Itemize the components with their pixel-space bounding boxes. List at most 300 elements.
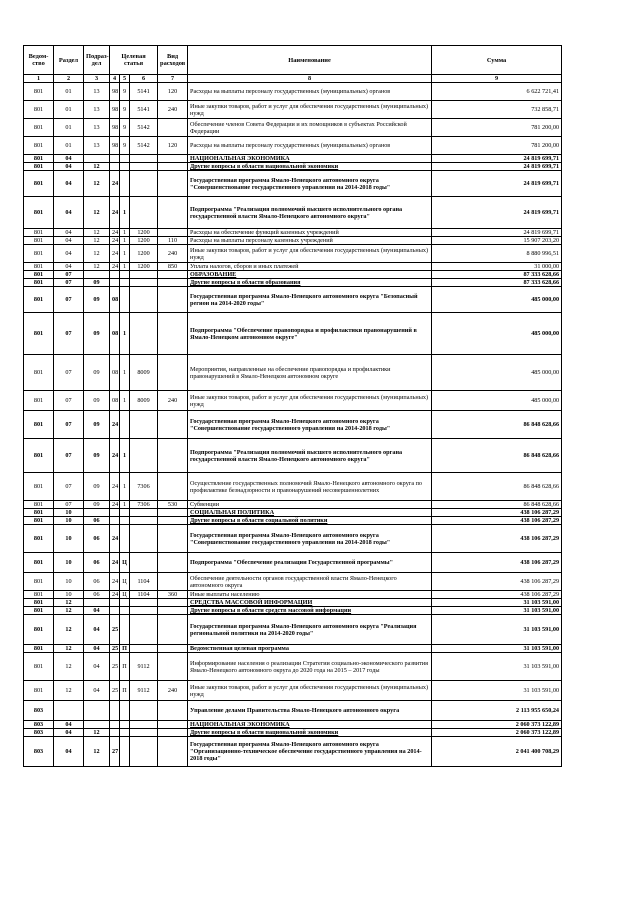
subsection-code: 13 bbox=[84, 101, 110, 119]
article-code: 8009 bbox=[130, 391, 158, 411]
item-sum: 24 819 699,71 bbox=[432, 197, 562, 229]
program-code bbox=[110, 279, 120, 287]
section-code: 07 bbox=[54, 313, 84, 355]
item-sum: 485 000,00 bbox=[432, 313, 562, 355]
table-row bbox=[24, 729, 562, 737]
table-row bbox=[24, 197, 562, 229]
article-code: 5142 bbox=[130, 119, 158, 137]
department-code: 801 bbox=[24, 599, 54, 607]
article-code bbox=[130, 729, 158, 737]
program-code: 24 bbox=[110, 237, 120, 245]
department-code: 801 bbox=[24, 245, 54, 263]
subprogram-code bbox=[120, 737, 130, 767]
item-sum: 2 113 955 650,24 bbox=[432, 701, 562, 721]
section-code: 07 bbox=[54, 271, 84, 279]
table-row bbox=[24, 645, 562, 653]
program-code bbox=[110, 701, 120, 721]
section-code: 07 bbox=[54, 391, 84, 411]
expense-type-code bbox=[158, 721, 188, 729]
article-code: 9112 bbox=[130, 681, 158, 701]
subsection-code: 12 bbox=[84, 171, 110, 197]
item-name: Обеспечение членов Совета Федерации и их помощников в субъектах Российской Федерации bbox=[188, 119, 432, 137]
subprogram-code: 1 bbox=[120, 501, 130, 509]
subsection-code: 12 bbox=[84, 245, 110, 263]
item-name: Другие вопросы в области социальной политики bbox=[188, 517, 432, 525]
item-sum: 24 819 699,71 bbox=[432, 171, 562, 197]
subsection-code: 04 bbox=[84, 681, 110, 701]
section-code: 07 bbox=[54, 355, 84, 391]
subsection-code bbox=[84, 509, 110, 517]
department-code: 803 bbox=[24, 737, 54, 767]
program-code bbox=[110, 509, 120, 517]
program-code: 25 bbox=[110, 681, 120, 701]
subsection-code: 12 bbox=[84, 737, 110, 767]
department-code: 801 bbox=[24, 573, 54, 591]
department-code: 801 bbox=[24, 155, 54, 163]
section-code: 10 bbox=[54, 525, 84, 553]
item-name: СРЕДСТВА МАССОВОЙ ИНФОРМАЦИИ bbox=[188, 599, 432, 607]
item-name: Иные закупки товаров, работ и услуг для обеспечения государственных (муниципальных) нужд bbox=[188, 101, 432, 119]
expense-type-code: 240 bbox=[158, 101, 188, 119]
item-name: Уплата налогов, сборов и иных платежей bbox=[188, 263, 432, 271]
header-subsection: Подраз-дел bbox=[84, 46, 110, 75]
item-name: Государственная программа Ямало-Ненецкого автономного округа "Организационно-техническое обеспечение государственного управления на 2014-2018 годы" bbox=[188, 737, 432, 767]
item-sum: 781 200,00 bbox=[432, 119, 562, 137]
program-code: 98 bbox=[110, 101, 120, 119]
subprogram-code: 1 bbox=[120, 355, 130, 391]
expense-type-code bbox=[158, 473, 188, 501]
subprogram-code: 1 bbox=[120, 237, 130, 245]
subprogram-code bbox=[120, 721, 130, 729]
department-code: 801 bbox=[24, 615, 54, 645]
table-row bbox=[24, 83, 562, 101]
table-row bbox=[24, 591, 562, 599]
expense-type-code bbox=[158, 313, 188, 355]
item-name: Подпрограмма "Обеспечение реализации Государственной программы" bbox=[188, 553, 432, 573]
section-code: 07 bbox=[54, 439, 84, 473]
program-code: 24 bbox=[110, 439, 120, 473]
department-code: 801 bbox=[24, 237, 54, 245]
table-row bbox=[24, 501, 562, 509]
table-body bbox=[24, 83, 562, 767]
subsection-code: 04 bbox=[84, 645, 110, 653]
department-code: 801 bbox=[24, 197, 54, 229]
table-row bbox=[24, 279, 562, 287]
section-code bbox=[54, 701, 84, 721]
article-code: 5141 bbox=[130, 83, 158, 101]
item-sum: 86 848 628,66 bbox=[432, 501, 562, 509]
table-row bbox=[24, 517, 562, 525]
subprogram-code: 1 bbox=[120, 197, 130, 229]
item-name: Государственная программа Ямало-Ненецкого автономного округа "Совершенствование государственного управления на 2014-2018 годы" bbox=[188, 411, 432, 439]
item-sum: 438 106 287,29 bbox=[432, 509, 562, 517]
column-number: 3 bbox=[84, 75, 110, 83]
subprogram-code bbox=[120, 525, 130, 553]
department-code: 801 bbox=[24, 83, 54, 101]
item-sum: 485 000,00 bbox=[432, 355, 562, 391]
department-code: 801 bbox=[24, 501, 54, 509]
program-code: 25 bbox=[110, 653, 120, 681]
subprogram-code bbox=[120, 155, 130, 163]
subsection-code: 06 bbox=[84, 573, 110, 591]
department-code: 801 bbox=[24, 119, 54, 137]
subsection-code: 09 bbox=[84, 391, 110, 411]
expense-type-code bbox=[158, 163, 188, 171]
item-name: Осуществление государственных полномочий Ямало-Ненецкого автономного округа по профилактике безнадзорности и правонарушений несовершеннолетних bbox=[188, 473, 432, 501]
program-code: 08 bbox=[110, 355, 120, 391]
program-code bbox=[110, 599, 120, 607]
subprogram-code: 1 bbox=[120, 439, 130, 473]
subprogram-code: Ц bbox=[120, 573, 130, 591]
subsection-code: 09 bbox=[84, 313, 110, 355]
subprogram-code: 1 bbox=[120, 391, 130, 411]
table-row bbox=[24, 155, 562, 163]
item-name: Государственная программа Ямало-Ненецкого автономного округа "Реализация региональной политики на 2014-2020 годы" bbox=[188, 615, 432, 645]
expense-type-code bbox=[158, 737, 188, 767]
article-code bbox=[130, 271, 158, 279]
section-code: 12 bbox=[54, 653, 84, 681]
subsection-code: 13 bbox=[84, 137, 110, 155]
department-code: 801 bbox=[24, 411, 54, 439]
item-name: Управление делами Правительства Ямало-Ненецкого автономного округа bbox=[188, 701, 432, 721]
program-code: 98 bbox=[110, 119, 120, 137]
section-code: 04 bbox=[54, 721, 84, 729]
expense-type-code bbox=[158, 197, 188, 229]
table-row bbox=[24, 681, 562, 701]
table-row bbox=[24, 137, 562, 155]
table-row bbox=[24, 163, 562, 171]
expense-type-code bbox=[158, 573, 188, 591]
program-code: 08 bbox=[110, 391, 120, 411]
expense-type-code: 530 bbox=[158, 501, 188, 509]
department-code: 801 bbox=[24, 101, 54, 119]
subprogram-code: 1 bbox=[120, 473, 130, 501]
department-code: 801 bbox=[24, 509, 54, 517]
department-code: 801 bbox=[24, 473, 54, 501]
program-code: 24 bbox=[110, 171, 120, 197]
subprogram-code bbox=[120, 271, 130, 279]
table-row bbox=[24, 313, 562, 355]
expense-type-code: 120 bbox=[158, 137, 188, 155]
section-code: 04 bbox=[54, 263, 84, 271]
subsection-code: 09 bbox=[84, 287, 110, 313]
item-name: Информирование населения о реализации Стратегии социально-экономического развития Ямало-Ненецкого автономного округа до 2020 года на 2015 – 2017 годы bbox=[188, 653, 432, 681]
program-code: 24 bbox=[110, 573, 120, 591]
article-code: 1200 bbox=[130, 237, 158, 245]
subprogram-code bbox=[120, 615, 130, 645]
subprogram-code bbox=[120, 729, 130, 737]
article-code: 7306 bbox=[130, 473, 158, 501]
section-code: 04 bbox=[54, 171, 84, 197]
item-name: Иные закупки товаров, работ и услуг для обеспечения государственных (муниципальных) нужд bbox=[188, 681, 432, 701]
table-row bbox=[24, 599, 562, 607]
table-row bbox=[24, 737, 562, 767]
table-row bbox=[24, 607, 562, 615]
expense-type-code bbox=[158, 509, 188, 517]
budget-table bbox=[23, 45, 562, 767]
program-code: 24 bbox=[110, 263, 120, 271]
item-sum: 31 103 591,00 bbox=[432, 599, 562, 607]
expense-type-code: 240 bbox=[158, 391, 188, 411]
program-code: 24 bbox=[110, 411, 120, 439]
item-sum: 438 106 287,29 bbox=[432, 573, 562, 591]
item-name: Другие вопросы в области национальной экономики bbox=[188, 729, 432, 737]
section-code: 04 bbox=[54, 237, 84, 245]
article-code bbox=[130, 525, 158, 553]
expense-type-code bbox=[158, 119, 188, 137]
article-code bbox=[130, 163, 158, 171]
article-code bbox=[130, 553, 158, 573]
table-row bbox=[24, 287, 562, 313]
expense-type-code bbox=[158, 171, 188, 197]
department-code: 801 bbox=[24, 355, 54, 391]
item-name: Ведомственная целевая программа bbox=[188, 645, 432, 653]
expense-type-code: 360 bbox=[158, 591, 188, 599]
subprogram-code: 1 bbox=[120, 245, 130, 263]
subprogram-code bbox=[120, 517, 130, 525]
article-code bbox=[130, 287, 158, 313]
table-row bbox=[24, 355, 562, 391]
subsection-code bbox=[84, 599, 110, 607]
table-row bbox=[24, 391, 562, 411]
article-code bbox=[130, 155, 158, 163]
subsection-code: 09 bbox=[84, 355, 110, 391]
section-code: 10 bbox=[54, 553, 84, 573]
expense-type-code bbox=[158, 279, 188, 287]
subprogram-code: 1 bbox=[120, 313, 130, 355]
section-code: 07 bbox=[54, 473, 84, 501]
program-code: 24 bbox=[110, 473, 120, 501]
section-code: 07 bbox=[54, 287, 84, 313]
header-row bbox=[24, 46, 562, 75]
item-name: Иные закупки товаров, работ и услуг для обеспечения государственных (муниципальных) нужд bbox=[188, 391, 432, 411]
section-code: 01 bbox=[54, 101, 84, 119]
section-code: 12 bbox=[54, 599, 84, 607]
header-section: Раздел bbox=[54, 46, 84, 75]
article-code: 1200 bbox=[130, 263, 158, 271]
subsection-code: 04 bbox=[84, 615, 110, 645]
section-code: 04 bbox=[54, 737, 84, 767]
expense-type-code bbox=[158, 155, 188, 163]
department-code: 801 bbox=[24, 653, 54, 681]
expense-type-code bbox=[158, 411, 188, 439]
section-code: 01 bbox=[54, 83, 84, 101]
item-sum: 31 103 591,00 bbox=[432, 615, 562, 645]
column-number-row bbox=[24, 75, 562, 83]
table-row bbox=[24, 171, 562, 197]
item-name: Субвенции bbox=[188, 501, 432, 509]
section-code: 04 bbox=[54, 163, 84, 171]
expense-type-code bbox=[158, 287, 188, 313]
section-code: 01 bbox=[54, 137, 84, 155]
section-code: 10 bbox=[54, 509, 84, 517]
table-row bbox=[24, 509, 562, 517]
item-sum: 438 106 287,29 bbox=[432, 591, 562, 599]
section-code: 04 bbox=[54, 729, 84, 737]
column-number: 9 bbox=[432, 75, 562, 83]
item-sum: 87 333 628,66 bbox=[432, 271, 562, 279]
item-sum: 24 819 699,71 bbox=[432, 155, 562, 163]
section-code: 04 bbox=[54, 155, 84, 163]
article-code bbox=[130, 607, 158, 615]
article-code bbox=[130, 171, 158, 197]
item-name: Иные закупки товаров, работ и услуг для обеспечения государственных (муниципальных) нужд bbox=[188, 245, 432, 263]
item-sum: 6 622 721,41 bbox=[432, 83, 562, 101]
subprogram-code: П bbox=[120, 653, 130, 681]
expense-type-code bbox=[158, 439, 188, 473]
item-sum: 781 200,00 bbox=[432, 137, 562, 155]
program-code: 24 bbox=[110, 525, 120, 553]
program-code: 08 bbox=[110, 313, 120, 355]
article-code bbox=[130, 645, 158, 653]
article-code bbox=[130, 517, 158, 525]
department-code: 801 bbox=[24, 517, 54, 525]
article-code bbox=[130, 509, 158, 517]
expense-type-code: 240 bbox=[158, 681, 188, 701]
article-code bbox=[130, 737, 158, 767]
department-code: 801 bbox=[24, 137, 54, 155]
article-code bbox=[130, 279, 158, 287]
table-row bbox=[24, 615, 562, 645]
subsection-code: 09 bbox=[84, 473, 110, 501]
department-code: 803 bbox=[24, 721, 54, 729]
item-sum: 87 333 628,66 bbox=[432, 279, 562, 287]
program-code: 08 bbox=[110, 287, 120, 313]
table-row bbox=[24, 525, 562, 553]
item-name: Расходы на выплаты персоналу казенных учреждений bbox=[188, 237, 432, 245]
subsection-code: 09 bbox=[84, 279, 110, 287]
department-code: 801 bbox=[24, 591, 54, 599]
item-name: НАЦИОНАЛЬНАЯ ЭКОНОМИКА bbox=[188, 155, 432, 163]
subsection-code: 09 bbox=[84, 439, 110, 473]
article-code bbox=[130, 313, 158, 355]
subsection-code: 09 bbox=[84, 501, 110, 509]
article-code bbox=[130, 599, 158, 607]
expense-type-code bbox=[158, 553, 188, 573]
subsection-code: 06 bbox=[84, 517, 110, 525]
item-name: Расходы на обеспечение функций казенных учреждений bbox=[188, 229, 432, 237]
subsection-code: 09 bbox=[84, 411, 110, 439]
column-number: 1 bbox=[24, 75, 54, 83]
article-code bbox=[130, 197, 158, 229]
header-sum: Сумма bbox=[432, 46, 562, 75]
department-code: 801 bbox=[24, 313, 54, 355]
subsection-code bbox=[84, 721, 110, 729]
subprogram-code: 9 bbox=[120, 137, 130, 155]
department-code: 801 bbox=[24, 271, 54, 279]
section-code: 12 bbox=[54, 645, 84, 653]
subsection-code: 04 bbox=[84, 607, 110, 615]
subprogram-code: П bbox=[120, 681, 130, 701]
program-code bbox=[110, 607, 120, 615]
item-sum: 86 848 628,66 bbox=[432, 473, 562, 501]
subprogram-code bbox=[120, 599, 130, 607]
item-name: Государственная программа Ямало-Ненецкого автономного округа "Совершенствование государственного управления на 2014-2018 годы" bbox=[188, 525, 432, 553]
article-code: 1200 bbox=[130, 245, 158, 263]
table-row bbox=[24, 653, 562, 681]
department-code: 801 bbox=[24, 229, 54, 237]
header-target-article: Целевая статья bbox=[110, 46, 158, 75]
item-sum: 8 880 996,51 bbox=[432, 245, 562, 263]
item-sum: 485 000,00 bbox=[432, 287, 562, 313]
program-code: 25 bbox=[110, 615, 120, 645]
article-code bbox=[130, 439, 158, 473]
expense-type-code bbox=[158, 517, 188, 525]
column-number: 6 bbox=[130, 75, 158, 83]
subprogram-code: Ц bbox=[120, 591, 130, 599]
subsection-code: 12 bbox=[84, 229, 110, 237]
department-code: 801 bbox=[24, 681, 54, 701]
article-code: 8009 bbox=[130, 355, 158, 391]
subprogram-code bbox=[120, 411, 130, 439]
table-row bbox=[24, 237, 562, 245]
section-code: 07 bbox=[54, 411, 84, 439]
section-code: 10 bbox=[54, 517, 84, 525]
item-sum: 31 000,00 bbox=[432, 263, 562, 271]
program-code: 24 bbox=[110, 245, 120, 263]
item-sum: 31 103 591,00 bbox=[432, 607, 562, 615]
program-code: 24 bbox=[110, 501, 120, 509]
article-code: 5142 bbox=[130, 137, 158, 155]
section-code: 12 bbox=[54, 615, 84, 645]
expense-type-code bbox=[158, 229, 188, 237]
item-name: НАЦИОНАЛЬНАЯ ЭКОНОМИКА bbox=[188, 721, 432, 729]
table-row bbox=[24, 271, 562, 279]
column-number: 7 bbox=[158, 75, 188, 83]
article-code bbox=[130, 721, 158, 729]
subsection-code: 12 bbox=[84, 729, 110, 737]
subprogram-code: 9 bbox=[120, 101, 130, 119]
expense-type-code: 850 bbox=[158, 263, 188, 271]
item-sum: 31 103 591,00 bbox=[432, 653, 562, 681]
subprogram-code: 9 bbox=[120, 119, 130, 137]
program-code: 98 bbox=[110, 137, 120, 155]
program-code bbox=[110, 729, 120, 737]
table-row bbox=[24, 245, 562, 263]
program-code bbox=[110, 155, 120, 163]
expense-type-code: 120 bbox=[158, 83, 188, 101]
section-code: 04 bbox=[54, 197, 84, 229]
program-code bbox=[110, 271, 120, 279]
subprogram-code: П bbox=[120, 645, 130, 653]
section-code: 07 bbox=[54, 501, 84, 509]
program-code bbox=[110, 163, 120, 171]
subsection-code: 12 bbox=[84, 163, 110, 171]
department-code: 801 bbox=[24, 553, 54, 573]
subprogram-code: 9 bbox=[120, 83, 130, 101]
table-row bbox=[24, 473, 562, 501]
program-code bbox=[110, 517, 120, 525]
department-code: 801 bbox=[24, 163, 54, 171]
section-code: 04 bbox=[54, 229, 84, 237]
department-code: 801 bbox=[24, 607, 54, 615]
expense-type-code bbox=[158, 355, 188, 391]
subsection-code bbox=[84, 701, 110, 721]
item-name: Государственная программа Ямало-Ненецкого автономного округа "Безопасный регион на 2014-2020 годы" bbox=[188, 287, 432, 313]
program-code: 27 bbox=[110, 737, 120, 767]
section-code: 10 bbox=[54, 591, 84, 599]
item-sum: 86 848 628,66 bbox=[432, 411, 562, 439]
table-row bbox=[24, 229, 562, 237]
article-code bbox=[130, 701, 158, 721]
expense-type-code: 110 bbox=[158, 237, 188, 245]
expense-type-code bbox=[158, 599, 188, 607]
subprogram-code: 1 bbox=[120, 229, 130, 237]
subsection-code: 12 bbox=[84, 197, 110, 229]
column-number: 8 bbox=[188, 75, 432, 83]
table-row bbox=[24, 439, 562, 473]
subsection-code: 13 bbox=[84, 83, 110, 101]
